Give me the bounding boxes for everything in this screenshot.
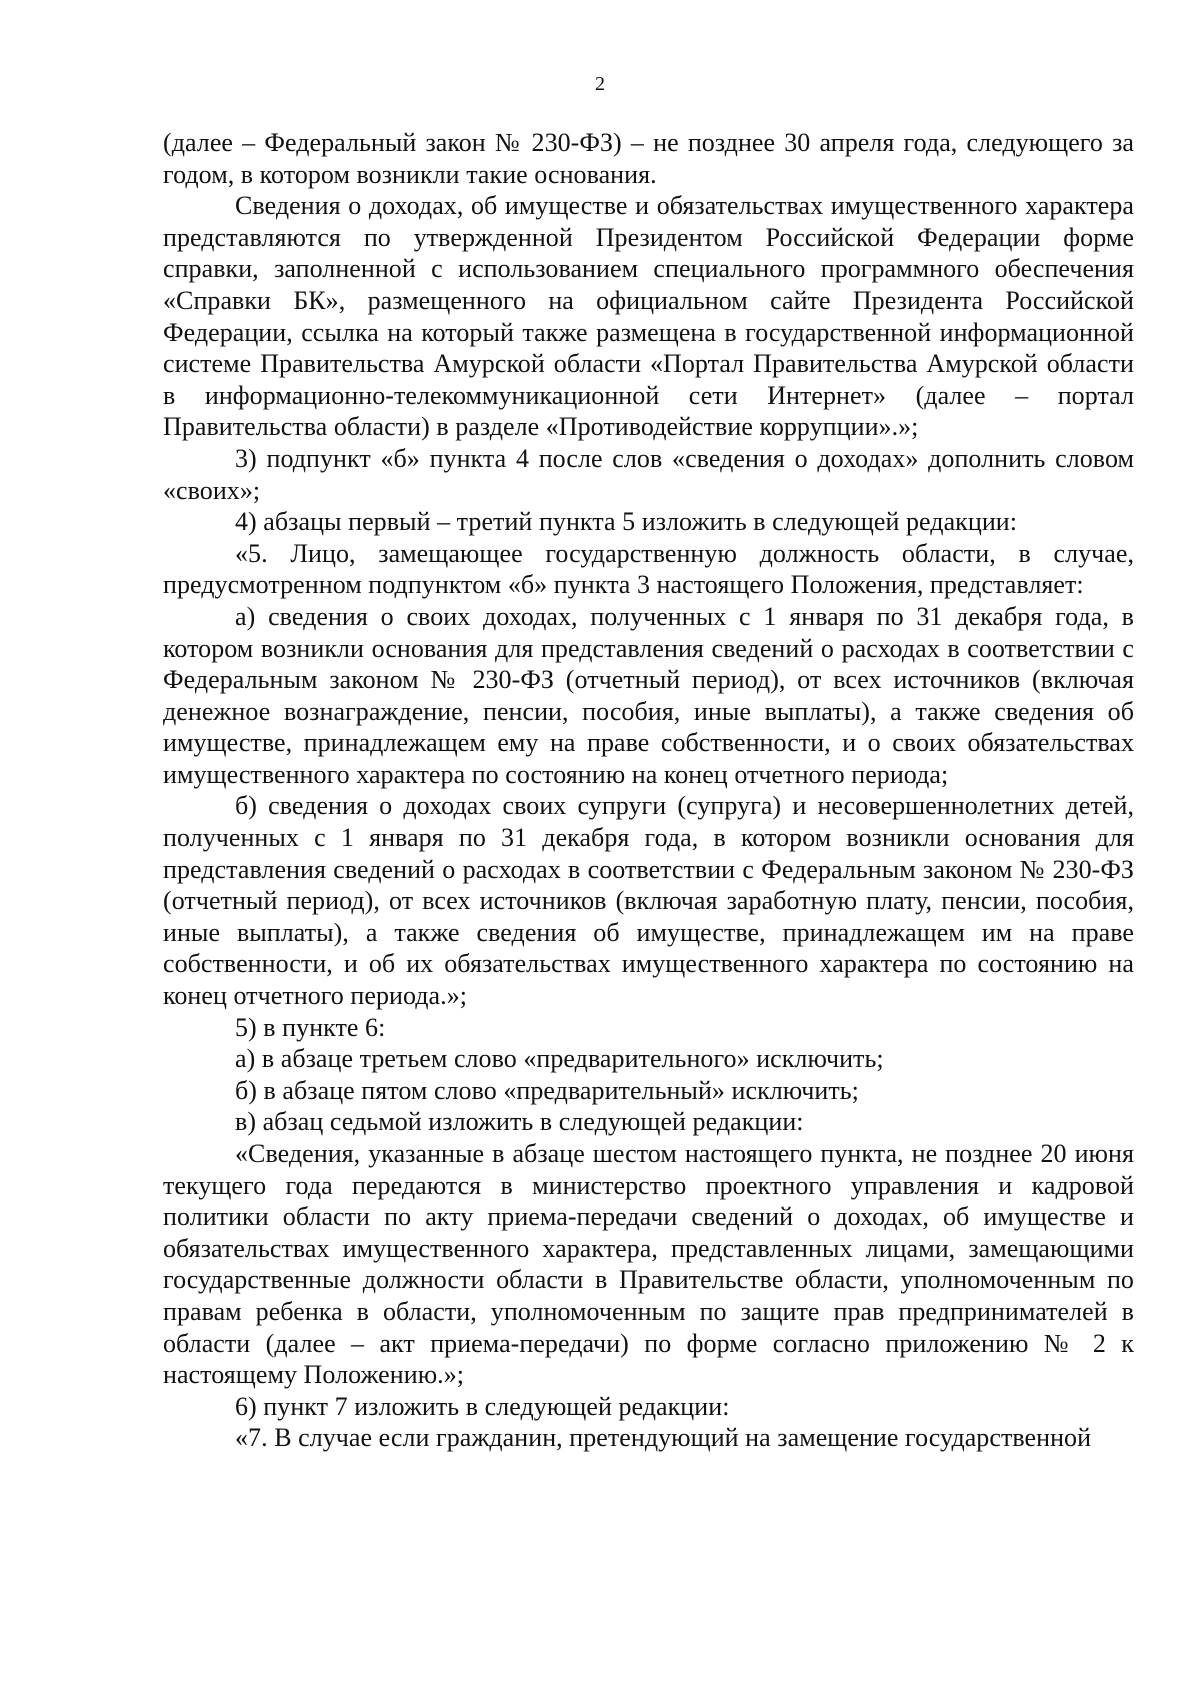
paragraph: «5. Лицо, замещающее государственную должность области, в случае, предусмотренном подпунктом «б» пункта 3 настоящего Положения, представляет:	[163, 538, 1134, 600]
page-number: 2	[595, 73, 605, 95]
paragraph: 5) в пункте 6:	[235, 1012, 386, 1042]
paragraph: б) в абзаце пятом слово «предварительный» исключить;	[235, 1075, 859, 1105]
paragraph: (далее – Федеральный закон № 230-ФЗ) – не позднее 30 апреля года, следующего за годом, в котором возникли такие основания.	[163, 128, 1134, 189]
paragraph: 3) подпункт «б» пункта 4 после слов «сведения о доходах» дополнить словом «своих»;	[163, 443, 1134, 505]
paragraph: 4) абзацы первый – третий пункта 5 изложить в следующей редакции:	[235, 507, 1018, 537]
document-body	[163, 127, 1134, 1454]
paragraph: «Сведения, указанные в абзаце шестом настоящего пункта, не позднее 20 июня текущего года передаются в министерство проектного управления и кадровой политики области по акту приема-передачи сведений о доходах, об имуществе и обязательствах имущественного характера, представленных лицами, замещающими государственные должности области в Правительстве области, уполномоченным по правам ребенка в области, уполномоченным по защите прав предпринимателей в области (далее – акт приема-передачи) по форме согласно приложению № 2 к настоящему Положению.»;	[163, 1139, 1134, 1390]
paragraph: б) сведения о доходах своих супруги (супруга) и несовершеннолетних детей, полученных с 1 января по 31 декабря года, в котором возникли основания для представления сведений о расходах в соответствии с Федеральным законом № 230-ФЗ (отчетный период), от всех источников (включая заработную плату, пенсии, пособия, иные выплаты), а также сведения об имуществе, принадлежащем им на праве собственности, и об их обязательствах имущественного характера по состоянию на конец отчетного периода.»;	[163, 791, 1134, 1011]
paragraph: а) в абзаце третьем слово «предварительного» исключить;	[235, 1044, 884, 1074]
paragraph: а) сведения о своих доходах, полученных с 1 января по 31 декабря года, в котором возникли основания для представления сведений о расходах в соответствии с Федеральным законом № 230-ФЗ (отчетный период), от всех источников (включая денежное вознаграждение, пенсии, пособия, иные выплаты), а также сведения об имуществе, принадлежащем ему на праве собственности, и о своих обязательствах имущественного характера по состоянию на конец отчетного периода;	[163, 601, 1134, 789]
paragraph: «7. В случае если гражданин, претендующий на замещение государственной	[235, 1423, 1092, 1453]
paragraph: Сведения о доходах, об имуществе и обязательствах имущественного характера представляются по утвержденной Президентом Российской Федерации форме справки, заполненной с использованием специального программного обеспечения «Справки БК», размещенного на официальном сайте Президента Российской Федерации, ссылка на который также размещена в государственной информационной системе Правительства Амурской области «Портал Правительства Амурской области в информационно-телекоммуникационной сети Интернет» (далее – портал Правительства области) в разделе «Противодействие коррупции».»;	[163, 191, 1134, 442]
paragraph: в) абзац седьмой изложить в следующей редакции:	[235, 1107, 804, 1137]
paragraph: 6) пункт 7 изложить в следующей редакции:	[235, 1391, 730, 1421]
